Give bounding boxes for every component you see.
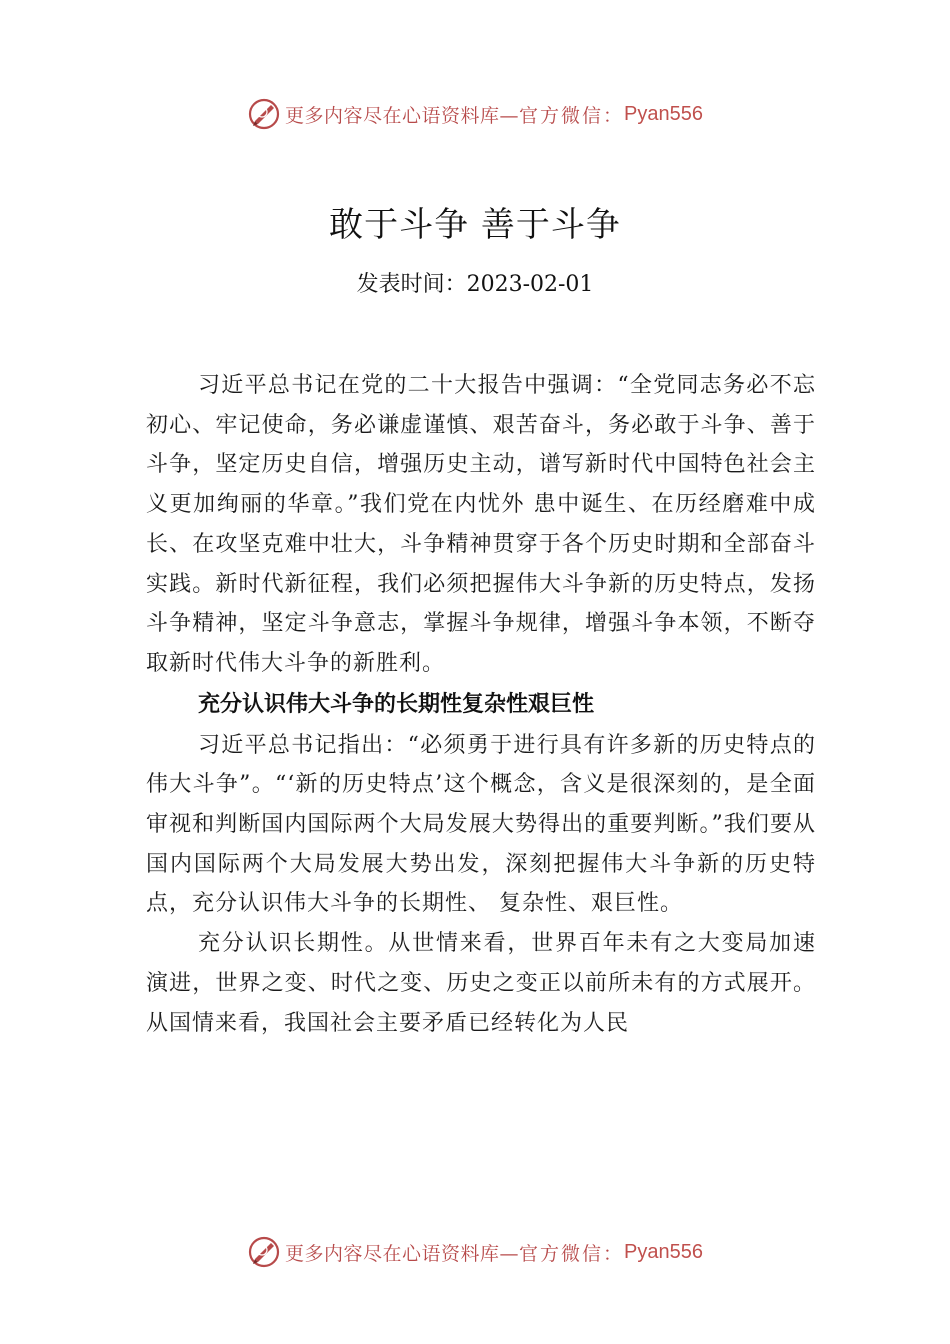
banner-wechat-label: 官方微信： — [519, 1242, 625, 1265]
section-heading: 充分认识伟大斗争的长期性复杂性艰巨性 — [198, 691, 595, 717]
section-paragraph: 充分认识长期性。从世情来看，世界百年未有之大变局加速演进，世界之变、时代之变、历史之变正以前所未有的方式展开。从国情来看，我国社会主要矛盾已经转化为人民 — [146, 931, 816, 1036]
intro-paragraph: 习近平总书记在党的二十大报告中强调：“全党同志务必不忘初心、牢记使命，务必谦虚谨慎、艰苦奋斗，务必敢于斗争、善于斗争，坚定历史自信，增强历史主动，谱写新时代中国特色社会主义更加绚丽的华章。”我们党在内忧外 患中诞生、在历经磨难中成长、在攻坚克难中壮大，斗争精神贯穿于各个历史时期和全部奋斗实践。新时代新征程，我们必须把握伟大斗争新的历史特点，发扬斗争精神，坚定斗争意志，掌握斗争规律，增强斗争本领，不断夺取新时代伟大斗争的新胜利。 — [146, 373, 816, 676]
publish-label: 发表时间： — [356, 272, 467, 297]
publish-date-value: 2023-02-01 — [466, 272, 594, 297]
banner-wechat-id: Pyan556 — [624, 102, 703, 125]
pen-logo-icon — [247, 97, 281, 131]
section-paragraph: 习近平总书记指出：“必须勇于进行具有许多新的历史特点的伟大斗争”。“‘新的历史特点’这个概念，含义是很深刻的，是全面审视和判断国内国际两个大局发展大势得出的重要判断。”我们要从国内国际两个大局发展大势出发，深刻把握伟大斗争新的历史特点，充分认识伟大斗争的长期性、 复杂性、艰巨性。 — [146, 732, 816, 917]
header-banner — [0, 94, 950, 134]
banner-slogan: 更多内容尽在心语资料库— — [285, 1242, 520, 1265]
banner-wechat-label: 官方微信： — [519, 104, 625, 127]
publish-date — [0, 268, 950, 302]
banner-wechat-id: Pyan556 — [624, 1240, 703, 1263]
pen-logo-icon — [247, 1235, 281, 1269]
article-body — [146, 366, 816, 1043]
banner-slogan: 更多内容尽在心语资料库— — [285, 104, 520, 127]
footer-banner — [0, 1232, 950, 1272]
page-title: 敢于斗争 善于斗争 — [329, 205, 621, 245]
